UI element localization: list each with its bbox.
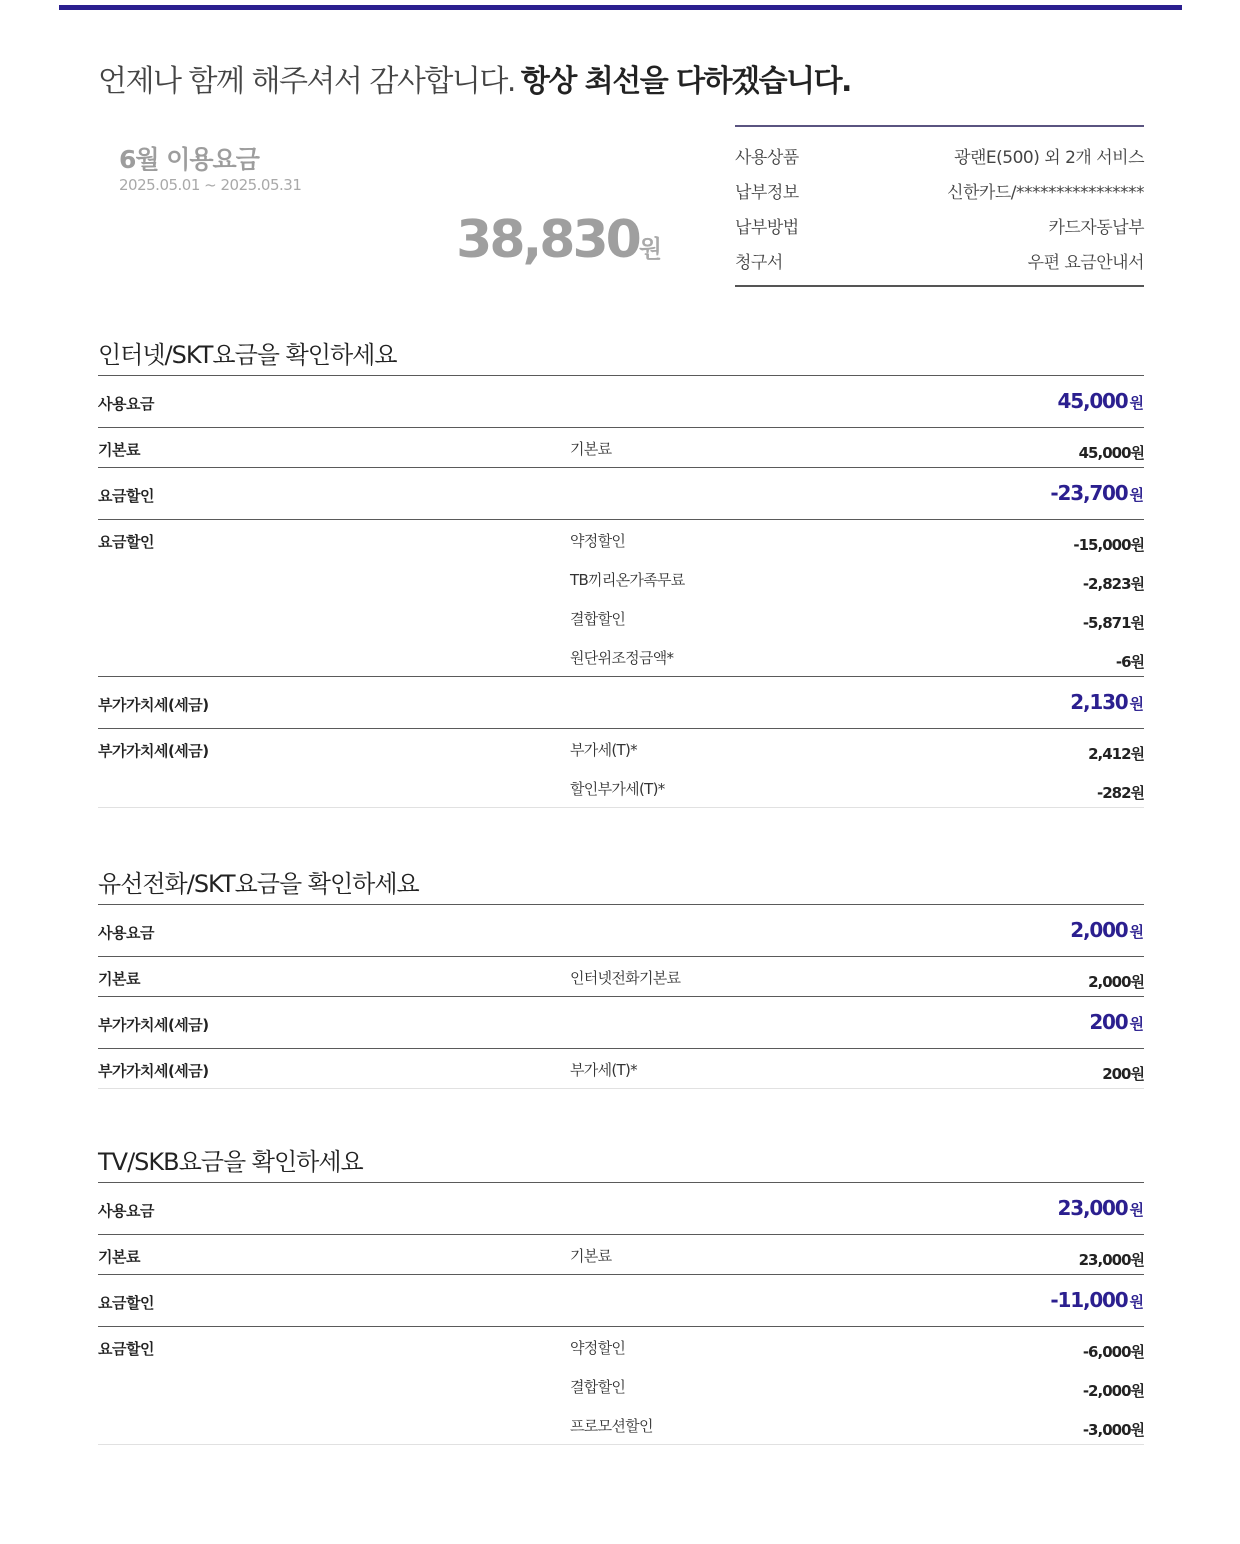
detail-label: 요금할인	[98, 533, 154, 551]
info-row-invoice	[735, 242, 1144, 277]
summary-label: 부가가치세(세금)	[98, 696, 209, 714]
fee-item-amount: -6원	[1115, 653, 1144, 671]
table-end-rule	[98, 1444, 1144, 1445]
info-value: 카드자동납부	[1048, 218, 1144, 238]
fee-item	[98, 520, 1144, 559]
fee-item	[98, 1327, 1144, 1366]
detail-row	[98, 728, 1144, 807]
fee-item-name: 할인부가세(T)*	[570, 780, 665, 798]
summary-amount: -23,700	[1050, 481, 1128, 505]
summary-unit: 원	[1129, 394, 1144, 412]
fee-item-name: 약정할인	[570, 532, 626, 550]
info-key: 납부방법	[735, 218, 799, 238]
summary-unit: 원	[1129, 486, 1144, 504]
fee-item-amount: 2,000원	[1088, 973, 1144, 991]
summary-value	[1058, 1196, 1144, 1220]
fee-item-name: 프로모션할인	[570, 1417, 653, 1435]
summary-label: 부가가치세(세금)	[98, 1016, 209, 1034]
info-value: 신한카드/****************	[947, 183, 1144, 203]
summary-label: 사용요금	[98, 395, 154, 413]
summary-unit: 원	[1129, 1015, 1144, 1033]
total-amount-unit: 원	[638, 235, 662, 263]
fee-item	[98, 598, 1144, 637]
summary-unit: 원	[1129, 695, 1144, 713]
summary-amount: 2,130	[1070, 690, 1128, 714]
summary-amount: 23,000	[1057, 1196, 1128, 1220]
info-value: 광랜E(500) 외 2개 서비스	[954, 148, 1144, 168]
fee-item-name: 결합할인	[570, 610, 626, 628]
table-end-rule	[98, 1088, 1144, 1089]
summary-label: 사용요금	[98, 924, 154, 942]
fee-item	[98, 1366, 1144, 1405]
total-amount	[420, 210, 662, 270]
detail-label: 요금할인	[98, 1340, 154, 1358]
fee-item	[98, 1049, 1144, 1088]
summary-row	[98, 467, 1144, 519]
billing-period: 2025.05.01 ~ 2025.05.31	[119, 176, 302, 194]
summary-unit: 원	[1129, 1201, 1144, 1219]
summary-row	[98, 676, 1144, 728]
fee-item	[98, 1405, 1144, 1444]
section-title-tv: TV/SKB요금을 확인하세요	[98, 1148, 363, 1176]
summary-value	[1058, 389, 1144, 413]
info-row-payment-info	[735, 172, 1144, 207]
greeting-normal: 언제나 함께 해주셔서 감사합니다.	[98, 64, 515, 99]
section-title-landline: 유선전화/SKT요금을 확인하세요	[98, 870, 419, 898]
greeting-bold: 항상 최선을 다하겠습니다.	[520, 64, 851, 99]
fee-item-amount: -2,000원	[1082, 1382, 1144, 1400]
fee-item-amount: 2,412원	[1088, 745, 1144, 763]
fee-item	[98, 637, 1144, 676]
summary-unit: 원	[1129, 1293, 1144, 1311]
info-key: 사용상품	[735, 148, 799, 168]
fee-item-amount: -15,000원	[1073, 536, 1144, 554]
fee-item-name: 원단위조정금액*	[570, 649, 674, 667]
detail-row	[98, 1048, 1144, 1088]
summary-amount: 45,000	[1057, 389, 1128, 413]
fee-item-amount: 45,000원	[1078, 444, 1144, 462]
fee-item-name: 기본료	[570, 440, 612, 458]
fee-item	[98, 1235, 1144, 1274]
fee-item	[98, 428, 1144, 467]
fee-table-internet	[98, 375, 1144, 808]
detail-row	[98, 519, 1144, 676]
billing-info-box	[735, 125, 1144, 287]
total-amount-value: 38,830	[456, 210, 639, 270]
detail-label: 기본료	[98, 970, 140, 988]
summary-row	[98, 996, 1144, 1048]
fee-table-landline	[98, 904, 1144, 1089]
fee-item	[98, 957, 1144, 996]
fee-item	[98, 768, 1144, 807]
summary-value	[1070, 918, 1144, 942]
detail-row	[98, 1234, 1144, 1274]
summary-value	[1050, 481, 1144, 505]
section-title-internet: 인터넷/SKT요금을 확인하세요	[98, 341, 397, 369]
fee-item-name: 기본료	[570, 1247, 612, 1265]
table-end-rule	[98, 807, 1144, 808]
info-row-payment-method	[735, 207, 1144, 242]
fee-item-amount: -5,871원	[1082, 614, 1144, 632]
summary-row	[98, 375, 1144, 427]
info-row-product	[735, 137, 1144, 172]
top-accent-bar	[59, 5, 1182, 10]
detail-label: 부가가치세(세금)	[98, 1062, 209, 1080]
summary-row	[98, 904, 1144, 956]
fee-item-amount: 23,000원	[1078, 1251, 1144, 1269]
summary-label: 요금할인	[98, 487, 154, 505]
summary-unit: 원	[1129, 923, 1144, 941]
fee-item-name: 결합할인	[570, 1378, 626, 1396]
detail-label: 기본료	[98, 441, 140, 459]
summary-amount: 200	[1089, 1010, 1128, 1034]
summary-value	[1050, 1288, 1144, 1312]
summary-amount: -11,000	[1050, 1288, 1128, 1312]
summary-value	[1070, 690, 1144, 714]
detail-row	[98, 1326, 1144, 1444]
detail-label: 부가가치세(세금)	[98, 742, 209, 760]
summary-row	[98, 1274, 1144, 1326]
fee-item-name: 부가세(T)*	[570, 741, 637, 759]
month-title: 6월 이용요금	[119, 145, 259, 174]
info-key: 청구서	[735, 253, 783, 273]
fee-item	[98, 729, 1144, 768]
fee-item-amount: -3,000원	[1082, 1421, 1144, 1439]
info-value: 우편 요금안내서	[1027, 253, 1144, 273]
fee-item-name: 약정할인	[570, 1339, 626, 1357]
fee-table-tv	[98, 1182, 1144, 1445]
detail-label: 기본료	[98, 1248, 140, 1266]
fee-item-amount: -282원	[1096, 784, 1144, 802]
detail-row	[98, 956, 1144, 996]
fee-item-amount: 200원	[1102, 1065, 1144, 1083]
summary-row	[98, 1182, 1144, 1234]
fee-item-name: 부가세(T)*	[570, 1061, 637, 1079]
summary-value	[1089, 1010, 1144, 1034]
fee-item-name: 인터넷전화기본료	[570, 969, 681, 987]
summary-label: 요금할인	[98, 1294, 154, 1312]
summary-label: 사용요금	[98, 1202, 154, 1220]
detail-row	[98, 427, 1144, 467]
fee-item-amount: -6,000원	[1082, 1343, 1144, 1361]
fee-item-amount: -2,823원	[1082, 575, 1144, 593]
fee-item	[98, 559, 1144, 598]
info-key: 납부정보	[735, 183, 799, 203]
greeting-message	[98, 56, 851, 100]
summary-amount: 2,000	[1070, 918, 1128, 942]
fee-item-name: TB끼리온가족무료	[570, 571, 685, 589]
